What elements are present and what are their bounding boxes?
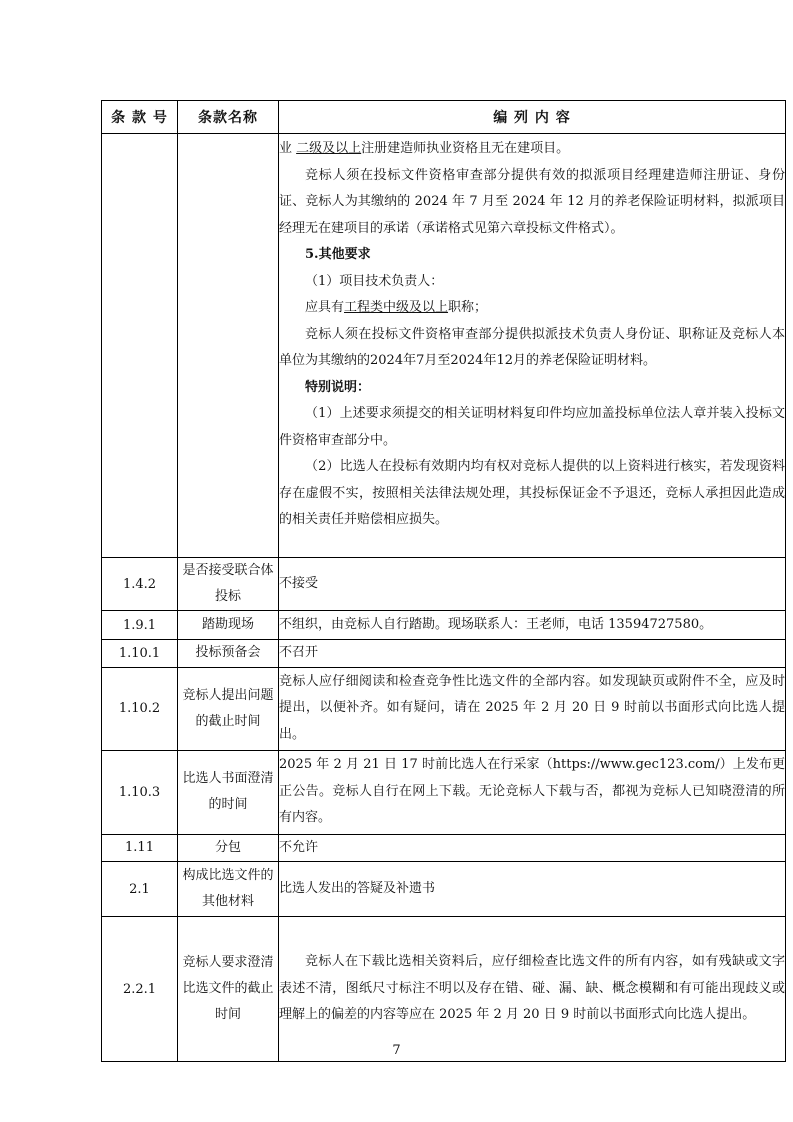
- clause-content: 竞标人在下载比选相关资料后，应仔细检查比选文件的所有内容，如有残缺或文字表述不清，图纸尺寸标注不明以及存在错、碰、漏、缺、概念模糊和有可能出现歧义或理解上的偏差的内容等应在 2025 年 2 月 20 日 9 时前以书面形式向比选人提出。: [279, 917, 786, 1062]
- clause-name: 分包: [178, 834, 279, 862]
- clause-content: 不接受: [279, 558, 786, 611]
- clause-number: 1.10.1: [102, 640, 178, 668]
- table-row: [102, 834, 786, 862]
- table-row: [102, 558, 786, 611]
- clause-number: 1.9.1: [102, 611, 178, 640]
- special-note-1: （1）上述要求须提交的相关证明材料复印件均应加盖投标单位法人章并装入投标文件资格审查部分中。: [279, 406, 785, 448]
- table-row: [102, 667, 786, 750]
- clause-name: 构成比选文件的其他材料: [178, 862, 279, 917]
- clause-number: 2.2.1: [102, 917, 178, 1062]
- header-clause-name: 条款名称: [178, 101, 279, 134]
- clause-name: 投标预备会: [178, 640, 279, 668]
- clause-content: 2025 年 2 月 21 日 17 时前比选人在行采家（https://www.gec123.com/）上发布更正公告。竞标人自行在网上下载。无论竞标人下载与否，都视为竞标人已知晓澄清的所有内容。: [279, 750, 786, 834]
- item-tech-lead: （1）项目技术负责人：: [305, 273, 444, 289]
- section-other-requirements: 5.其他要求: [305, 247, 371, 262]
- header-clause-number: 条 款 号: [102, 101, 178, 134]
- clause-name: 踏勘现场: [178, 611, 279, 640]
- tech-lead-docs-paragraph: 竞标人须在投标文件资格审查部分提供拟派技术负责人身份证、职称证及竞标人本单位为其缴纳的2024年7月至2024年12月的养老保险证明材料。: [279, 326, 785, 368]
- clause-content-cell: [279, 134, 786, 558]
- clause-number: 1.4.2: [102, 558, 178, 611]
- clause-name-cell: [178, 134, 279, 558]
- table-row: [102, 611, 786, 640]
- clause-name: 是否接受联合体投标: [178, 558, 279, 611]
- page-number: 7: [392, 1043, 401, 1058]
- clause-number: 1.11: [102, 834, 178, 862]
- clause-name: 竞标人提出问题的截止时间: [178, 667, 279, 750]
- special-notes-heading: 特别说明：: [305, 379, 371, 395]
- clause-content: 不允许: [279, 834, 786, 862]
- table-row: [102, 862, 786, 917]
- clause-number: 2.1: [102, 862, 178, 917]
- clause-content: 比选人发出的答疑及补遗书: [279, 862, 786, 917]
- table-row-continued: [102, 134, 786, 558]
- clause-number-cell: [102, 134, 178, 558]
- header-content: 编 列 内 容: [279, 101, 786, 134]
- manager-docs-paragraph: 竞标人须在投标文件资格审查部分提供有效的拟派项目经理建造师注册证、身份证、竞标人为其缴纳的 2024 年 7 月至 2024 年 12 月的养老保险证明材料，拟派项目经理无在建项目的承诺（承诺格式见第六章投标文件格式）。: [279, 167, 785, 236]
- clause-name: 竞标人要求澄清比选文件的截止时间: [178, 917, 279, 1062]
- tech-lead-requirement: 应具有工程类中级及以上职称；: [305, 300, 488, 315]
- clause-content: 不召开: [279, 640, 786, 668]
- clause-name: 比选人书面澄清的时间: [178, 750, 279, 834]
- table-row: [102, 917, 786, 1062]
- qualification-line: 业 二级及以上注册建造师执业资格且无在建项目。: [279, 141, 570, 156]
- table-header-row: [102, 101, 786, 134]
- special-note-2: （2）比选人在投标有效期内均有权对竞标人提供的以上资料进行核实，若发现资料存在虚假不实，按照相关法律法规处理，其投标保证金不予退还，竞标人承担因此造成的相关责任并赔偿相应损失。: [279, 459, 785, 527]
- clause-number: 1.10.3: [102, 750, 178, 834]
- clauses-table: [101, 100, 786, 1062]
- table-row: [102, 750, 786, 834]
- table-row: [102, 640, 786, 668]
- clause-number: 1.10.2: [102, 667, 178, 750]
- clause-content: 竞标人应仔细阅读和检查竞争性比选文件的全部内容。如发现缺页或附件不全，应及时提出，以便补齐。如有疑问，请在 2025 年 2 月 20 日 9 时前以书面形式向比选人提出。: [279, 667, 786, 750]
- clause-content: 不组织，由竞标人自行踏勘。现场联系人：王老师，电话 13594727580。: [279, 611, 786, 640]
